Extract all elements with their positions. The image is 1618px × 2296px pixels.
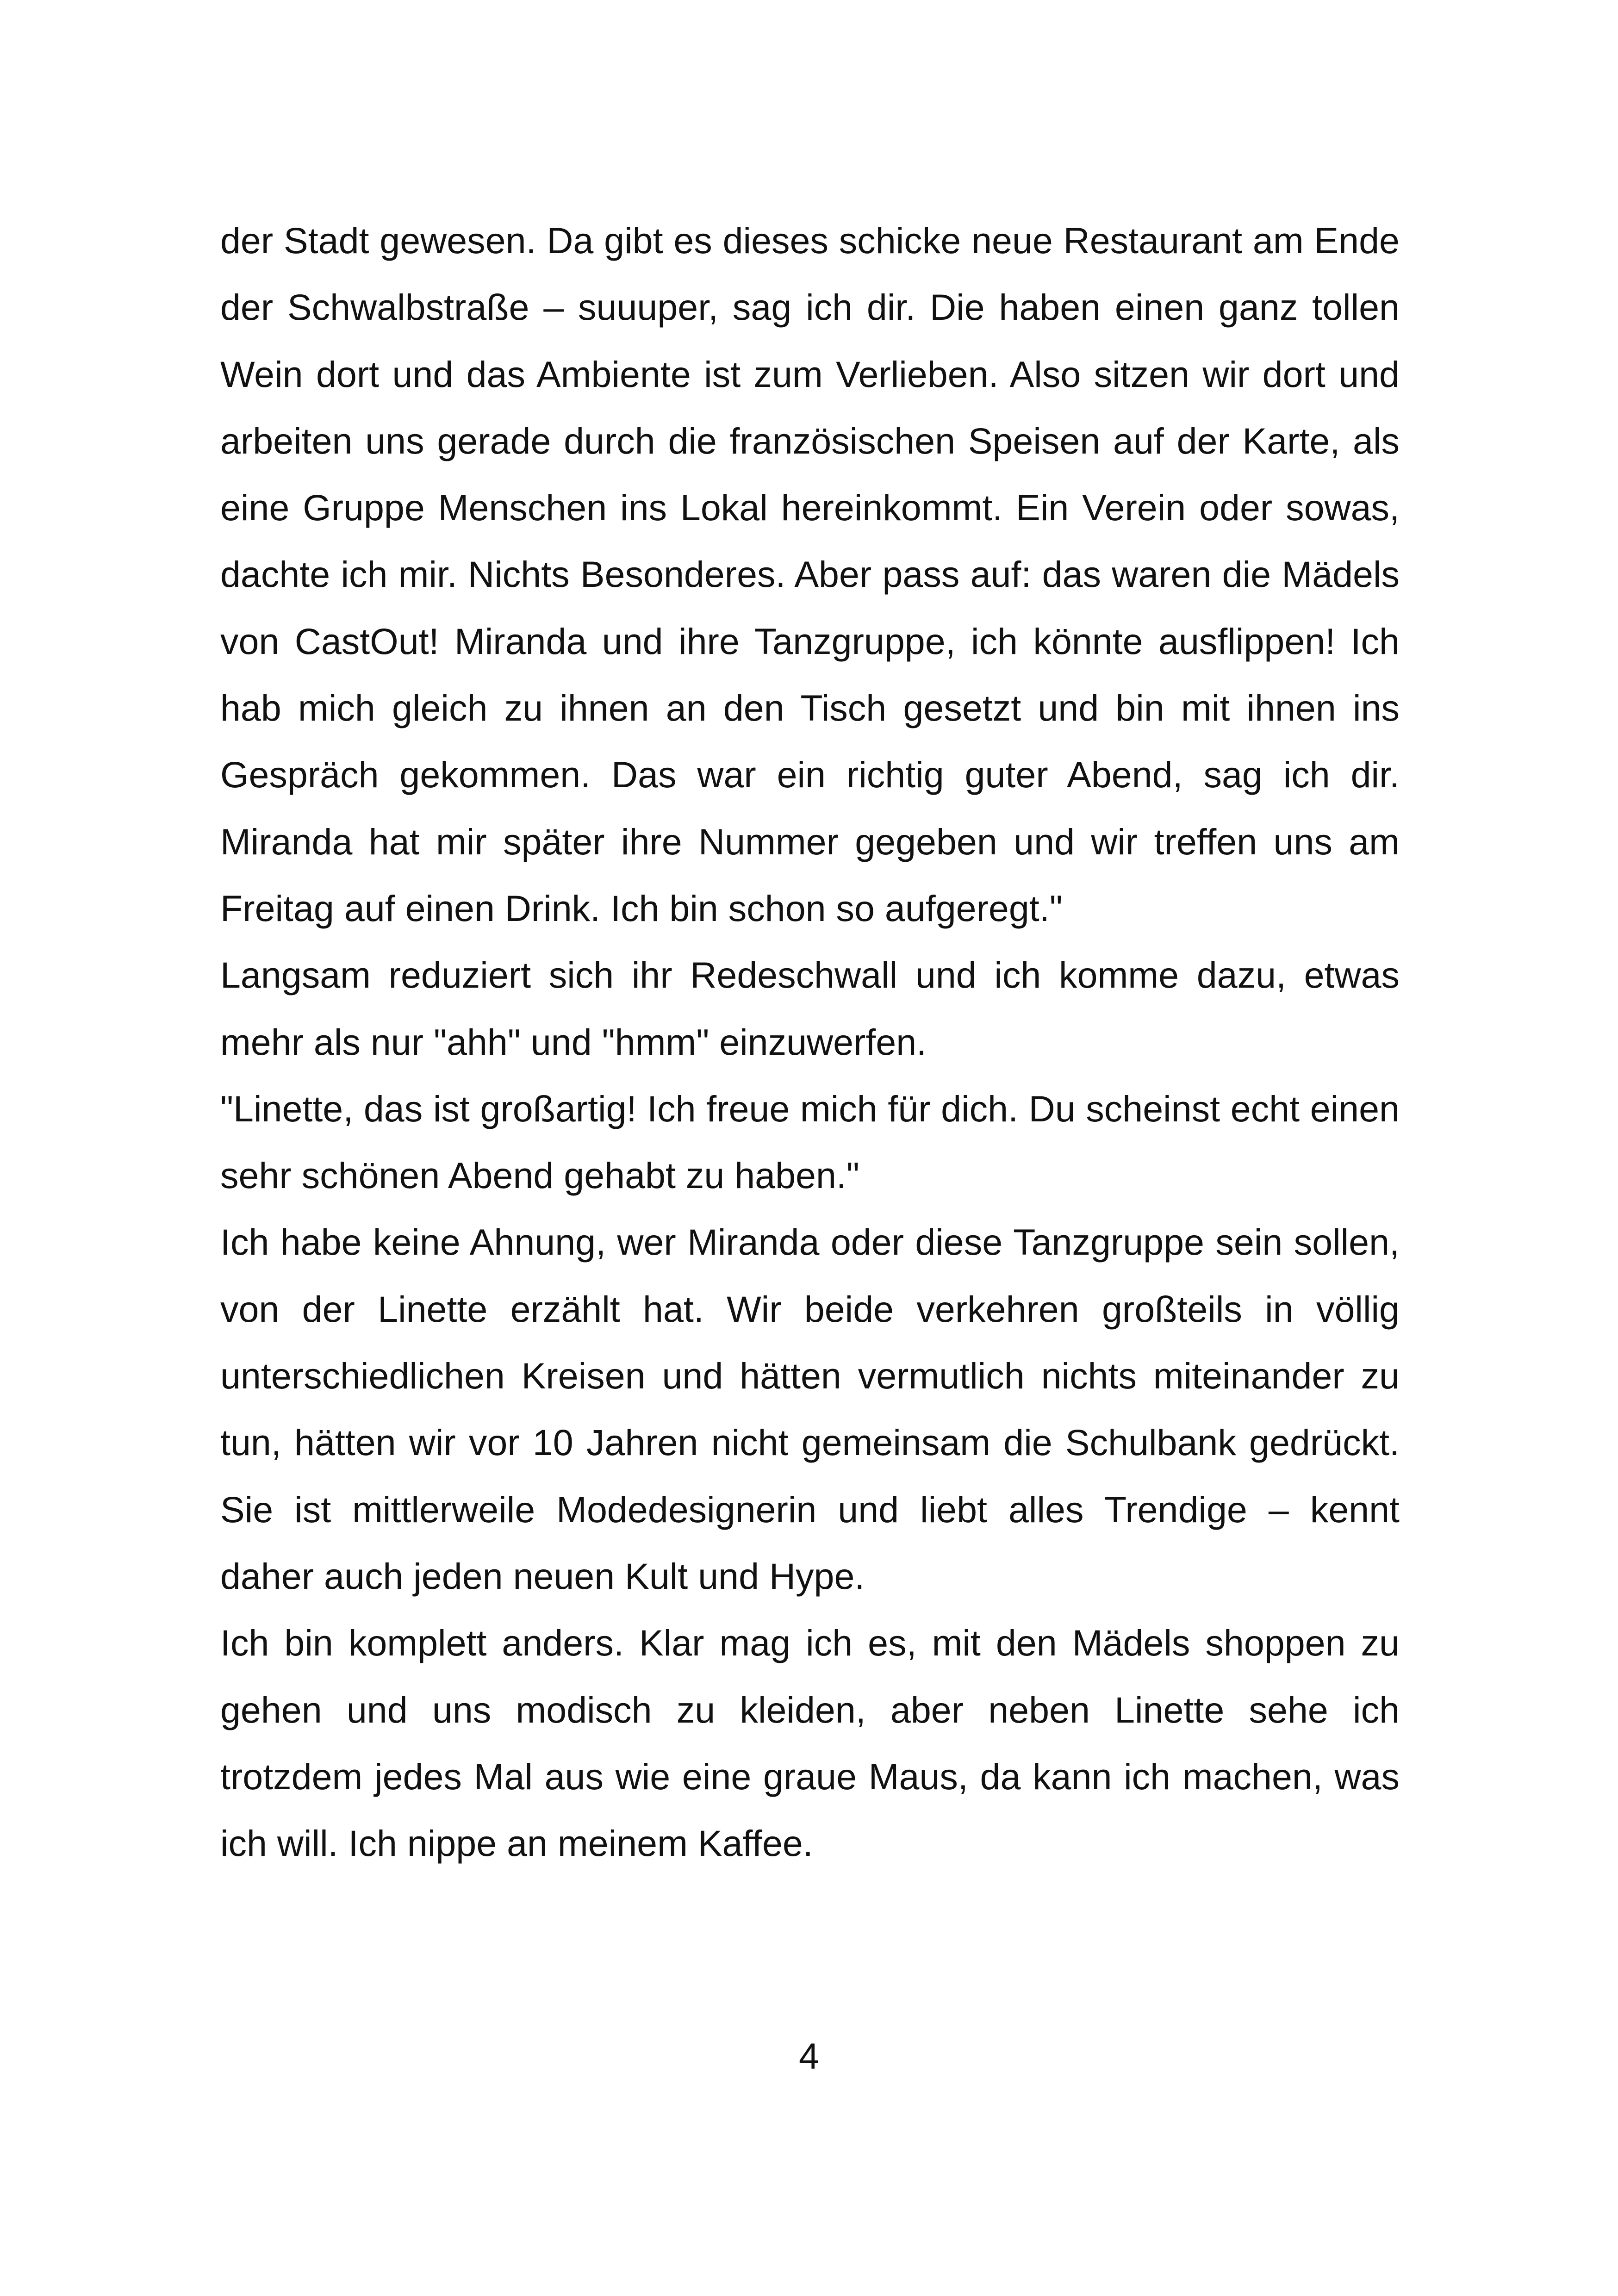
paragraph: Ich habe keine Ahnung, wer Miranda oder diese Tanzgruppe sein sollen, von der Linette erzählt hat. Wir beide verkehren großteils in völlig unterschiedlichen Kreisen und hätten vermutlich nichts miteinander zu tun, hätten wir vor 10 Jahren nicht gemeinsam die Schulbank gedrückt. Sie ist mittlerweile Modedesignerin und liebt alles Trendige – kennt daher auch jeden neuen Kult und Hype. — [220, 1221, 1400, 1597]
paragraph: Langsam reduziert sich ihr Redeschwall und ich komme dazu, etwas mehr als nur "ahh" und "hmm" einzuwerfen. — [220, 954, 1400, 1063]
page-number: 4 — [799, 2035, 819, 2077]
paragraph: "Linette, das ist großartig! Ich freue mich für dich. Du scheinst echt einen sehr schönen Abend gehabt zu haben." — [220, 1088, 1400, 1196]
body-text — [220, 207, 1400, 1877]
paragraph: der Stadt gewesen. Da gibt es dieses schicke neue Restaurant am Ende der Schwalbstraße – suuuper, sag ich dir. Die haben einen ganz tollen Wein dort und das Ambiente ist zum Verlieben. Also sitzen wir dort und arbeiten uns gerade durch die französischen Speisen auf der Karte, als eine Gruppe Menschen ins Lokal hereinkommt. Ein Verein oder sowas, dachte ich mir. Nichts Besonderes. Aber pass auf: das waren die Mädels von CastOut! Miranda und ihre Tanzgruppe, ich könnte ausflippen! Ich hab mich gleich zu ihnen an den Tisch gesetzt und bin mit ihnen ins Gespräch gekommen. Das war ein richtig guter Abend, sag ich dir. Miranda hat mir später ihre Nummer gegeben und wir treffen uns am Freitag auf einen Drink. Ich bin schon so aufgeregt." — [220, 220, 1400, 929]
paragraph: Ich bin komplett anders. Klar mag ich es, mit den Mädels shoppen zu gehen und uns modisch zu kleiden, aber neben Linette sehe ich trotzdem jedes Mal aus wie eine graue Maus, da kann ich machen, was ich will. Ich nippe an meinem Kaffee. — [220, 1622, 1400, 1864]
